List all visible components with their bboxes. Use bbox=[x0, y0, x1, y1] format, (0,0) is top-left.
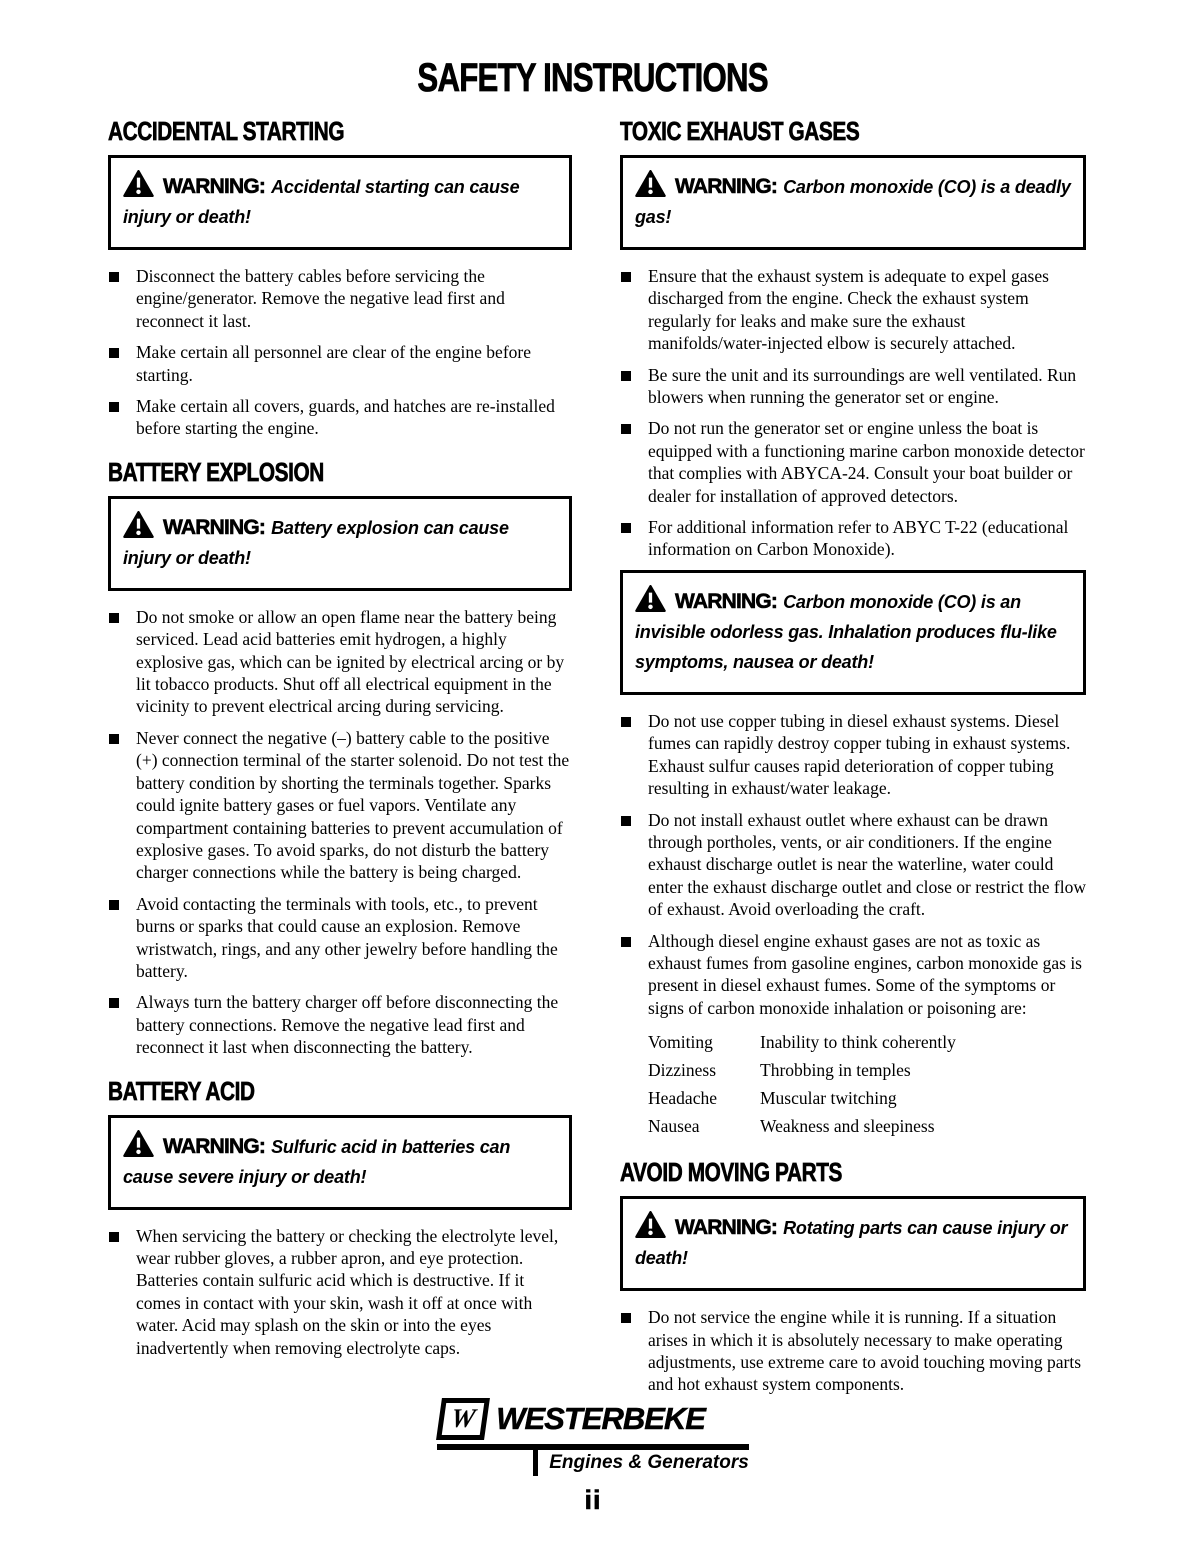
logo-row bbox=[437, 1398, 749, 1450]
bullet-square-icon bbox=[109, 734, 119, 744]
warning-text: Carbon monoxide (CO) is a deadly gas! bbox=[635, 177, 1071, 227]
westerbeke-logo bbox=[437, 1398, 749, 1476]
warning-box bbox=[620, 155, 1086, 250]
bullet-text: Do not use copper tubing in diesel exhaust systems. Diesel fumes can rapidly destroy copper tubing in exhaust systems. Exhaust sulfur causes rapid deterioration of copper tubing resulting in exhaust/water leakage. bbox=[648, 710, 1071, 799]
section-heading-text: TOXIC EXHAUST GASES bbox=[620, 116, 860, 146]
section-toxic-exhaust-gases bbox=[620, 116, 1086, 1140]
right-column bbox=[620, 116, 1086, 1405]
bullet-item bbox=[620, 265, 1086, 355]
bullet-item bbox=[108, 1225, 572, 1359]
bullet-square-icon bbox=[621, 371, 631, 381]
symptom-row bbox=[648, 1028, 1086, 1056]
bullet-square-icon bbox=[109, 402, 119, 412]
bullet-item bbox=[620, 710, 1086, 800]
section-heading-text: BATTERY EXPLOSION bbox=[108, 456, 324, 487]
bullet-item bbox=[108, 606, 572, 718]
symptom-name: Nausea bbox=[648, 1116, 700, 1137]
bullet-item bbox=[620, 809, 1086, 921]
section-heading-text: BATTERY ACID bbox=[108, 1075, 255, 1106]
bullet-square-icon bbox=[109, 998, 119, 1008]
section-heading bbox=[108, 116, 572, 147]
symptom-description: Weakness and sleepiness bbox=[760, 1116, 935, 1137]
bullet-text: For additional information refer to ABYC T-22 (educational information on Carbon Monoxide). bbox=[648, 517, 1069, 560]
bullet-square-icon bbox=[109, 613, 119, 623]
bullet-item bbox=[108, 265, 572, 332]
bullet-text: Disconnect the battery cables before servicing the engine/generator. Remove the negative lead first and reconnect it last. bbox=[136, 266, 505, 331]
bullet-text: Do not smoke or allow an open flame near the battery being serviced. Lead acid batteries emit hydrogen, a highly explosive gas, which can be ignited by electrical arcing or by lit tobacco products. Shut off all electrical equipment in the vicinity to prevent electrical arcing during servicing. bbox=[136, 606, 565, 717]
section-heading bbox=[620, 1157, 1086, 1188]
warning-text: Carbon monoxide (CO) is an invisible odorless gas. Inhalation produces flu-like symptoms, nausea or death! bbox=[635, 591, 1057, 672]
bullet-square-icon bbox=[621, 424, 631, 434]
bullet-text: Make certain all personnel are clear of the engine before starting. bbox=[136, 342, 531, 385]
warning-word: WARNING: bbox=[675, 1216, 778, 1240]
bullet-square-icon bbox=[621, 523, 631, 533]
warning-triangle-icon bbox=[635, 585, 666, 612]
warning-box bbox=[108, 1115, 572, 1210]
warning-word: WARNING: bbox=[675, 589, 778, 613]
logo-tagline: Engines & Generators bbox=[533, 1450, 749, 1476]
bullet-item bbox=[108, 893, 572, 983]
warning-triangle-icon bbox=[123, 511, 154, 538]
page-title bbox=[0, 56, 1186, 101]
symptom-description: Inability to think coherently bbox=[760, 1032, 956, 1053]
warning-box bbox=[620, 570, 1086, 695]
bullet-square-icon bbox=[621, 717, 631, 727]
warning-box bbox=[108, 496, 572, 591]
section-heading bbox=[620, 116, 1086, 147]
warning-triangle-icon bbox=[123, 1130, 154, 1157]
page-title-text: SAFETY INSTRUCTIONS bbox=[417, 56, 769, 100]
left-column bbox=[108, 116, 572, 1368]
section-heading-text: AVOID MOVING PARTS bbox=[620, 1157, 842, 1188]
bullet-text: Make certain all covers, guards, and hatches are re-installed before starting the engine. bbox=[136, 396, 555, 439]
section-accidental-starting bbox=[108, 116, 572, 440]
bullet-item bbox=[620, 930, 1086, 1020]
bullet-text: When servicing the battery or checking the electrolyte level, wear rubber gloves, a rubber apron, and eye protection. Batteries contain sulfuric acid which is destructive. If it comes in contact with your skin, wash it off at once with water. Acid may splash on the skin or into the eyes inadvertently when removing electrolyte caps. bbox=[136, 1225, 559, 1358]
bullet-text: Avoid contacting the terminals with tools, etc., to prevent burns or sparks that could cause an explosion. Remove wristwatch, rings, and any other jewelry before handling the battery. bbox=[136, 893, 558, 981]
section-battery-explosion bbox=[108, 457, 572, 1059]
bullet-square-icon bbox=[621, 816, 631, 826]
warning-triangle-icon bbox=[123, 170, 154, 197]
bullet-text: Never connect the negative (–) battery cable to the positive (+) connection terminal of the starter solenoid. Do not test the battery condition by shorting the terminals together. Sparks could ignite battery gases or fuel vapors. Ventilate any compartment containing batteries to prevent accumulation of explosive gases. To avoid sparks, do not disturb the battery charger connections while the battery is being charged. bbox=[136, 727, 570, 883]
bullet-square-icon bbox=[109, 900, 119, 910]
warning-text: Accidental starting can cause injury or death! bbox=[123, 177, 520, 227]
warning-text: Sulfuric acid in batteries can cause severe injury or death! bbox=[123, 1136, 511, 1187]
bullet-text: Do not service the engine while it is running. If a situation arises in which it is absolutely necessary to make operating adjustments, use extreme care to avoid touching moving parts and hot exhaust system components. bbox=[648, 1307, 1082, 1395]
bullet-square-icon bbox=[109, 272, 119, 282]
section-heading bbox=[108, 1076, 572, 1107]
bullet-square-icon bbox=[109, 348, 119, 358]
warning-word: WARNING: bbox=[163, 515, 266, 539]
section-avoid-moving-parts bbox=[620, 1157, 1086, 1396]
symptoms-table bbox=[648, 1028, 1086, 1140]
bullet-text: Do not run the generator set or engine unless the boat is equipped with a functioning marine carbon monoxide detector that complies with ABYCA-24. Consult your boat builder or dealer for installation of approved detectors. bbox=[648, 418, 1085, 506]
westerbeke-monogram-icon: W bbox=[436, 1398, 490, 1440]
bullet-item bbox=[620, 1306, 1086, 1396]
bullet-square-icon bbox=[621, 1313, 631, 1323]
warning-word: WARNING: bbox=[675, 175, 778, 198]
warning-box bbox=[620, 1196, 1086, 1291]
warning-word: WARNING: bbox=[163, 175, 266, 198]
symptom-description: Throbbing in temples bbox=[760, 1060, 911, 1081]
warning-text: Rotating parts can cause injury or death! bbox=[635, 1218, 1068, 1269]
bullet-item bbox=[108, 395, 572, 440]
warning-triangle-icon bbox=[635, 170, 666, 197]
symptom-name: Dizziness bbox=[648, 1060, 717, 1081]
bullet-item bbox=[108, 991, 572, 1058]
bullet-square-icon bbox=[621, 937, 631, 947]
warning-triangle-icon bbox=[635, 1211, 666, 1238]
symptom-description: Muscular twitching bbox=[760, 1088, 897, 1109]
symptom-name: Vomiting bbox=[648, 1032, 713, 1053]
symptom-row bbox=[648, 1084, 1086, 1112]
bullet-item bbox=[108, 341, 572, 386]
warning-text: Battery explosion can cause injury or death! bbox=[123, 517, 509, 568]
bullet-item bbox=[620, 516, 1086, 561]
warning-word: WARNING: bbox=[163, 1134, 266, 1158]
bullet-square-icon bbox=[109, 1232, 119, 1242]
bullet-text: Be sure the unit and its surroundings are well ventilated. Run blowers when running the generator set or engine. bbox=[648, 364, 1077, 408]
bullet-square-icon bbox=[621, 272, 631, 282]
page-footer bbox=[0, 1398, 1186, 1516]
bullet-item bbox=[108, 727, 572, 884]
warning-box bbox=[108, 155, 572, 250]
bullet-text: Although diesel engine exhaust gases are not as toxic as exhaust fumes from gasoline engines, carbon monoxide gas is present in diesel exhaust fumes. Some of the symptoms or signs of carbon monoxide inhalation or poisoning are: bbox=[648, 930, 1082, 1018]
section-heading bbox=[108, 457, 572, 488]
section-heading-text: ACCIDENTAL STARTING bbox=[108, 116, 345, 146]
bullet-text: Always turn the battery charger off before disconnecting the battery connections. Remove the negative lead first and reconnect it last when disconnecting the battery. bbox=[136, 992, 559, 1058]
bullet-item bbox=[620, 417, 1086, 507]
bullet-text: Ensure that the exhaust system is adequate to expel gases discharged from the engine. Check the exhaust system regularly for leaks and make sure the exhaust manifolds/water-injected elbow is securely attached. bbox=[648, 266, 1049, 354]
logo-brand-name: WESTERBEKE bbox=[496, 1401, 705, 1436]
bullet-text: Do not install exhaust outlet where exhaust can be drawn through portholes, vents, or air conditioners. If the engine exhaust discharge outlet is near the waterline, water could enter the exhaust discharge outlet and close or restrict the flow of exhaust. Avoid overloading the craft. bbox=[648, 809, 1086, 920]
bullet-item bbox=[620, 364, 1086, 409]
symptom-name: Headache bbox=[648, 1088, 717, 1109]
section-battery-acid bbox=[108, 1076, 572, 1359]
symptom-row bbox=[648, 1112, 1086, 1140]
page-number: ii bbox=[584, 1485, 602, 1515]
symptom-row bbox=[648, 1056, 1086, 1084]
